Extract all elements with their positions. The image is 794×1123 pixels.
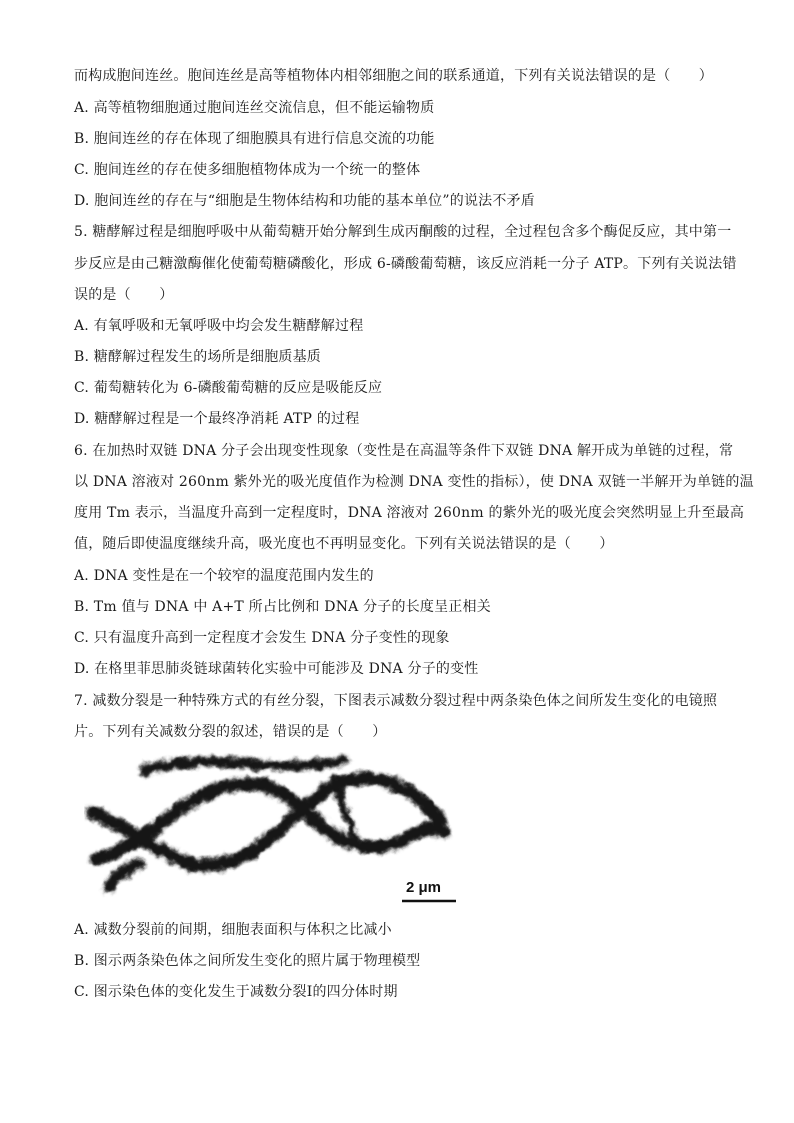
q4-option-a: A. 高等植物细胞通过胞间连丝交流信息，但不能运输物质 — [74, 100, 435, 116]
q5-stem-line-2: 步反应是由己糖激酶催化使葡萄糖磷酸化，形成 6-磷酸葡萄糖，该反应消耗一分子 ATP。下列有关说法错 — [74, 256, 737, 272]
chromosome-micrograph — [84, 752, 464, 912]
q6-stem-line-4: 值，随后即使温度继续升高，吸光度也不再明显变化。下列有关说法错误的是（ ） — [74, 536, 614, 552]
q6-stem-line-3: 度用 Tm 表示，当温度升高到一定程度时，DNA 溶液对 260nm 的紫外光的吸光度会突然明显上升至最高 — [74, 505, 745, 521]
q5-option-b: B. 糖酵解过程发生的场所是细胞质基质 — [74, 349, 321, 365]
q5-stem-line-3: 误的是（ ） — [74, 287, 174, 303]
q7-option-b: B. 图示两条染色体之间所发生变化的照片属于物理模型 — [74, 953, 421, 969]
q4-option-c: C. 胞间连丝的存在使多细胞植物体成为一个统一的整体 — [74, 162, 421, 178]
q7-stem-line-1: 7. 减数分裂是一种特殊方式的有丝分裂，下图表示减数分裂过程中两条染色体之间所发生变化的电镜照 — [74, 693, 718, 709]
q6-stem-line-2: 以 DNA 溶液对 260nm 紫外光的吸光度值作为检测 DNA 变性的指标），使 DNA 双链一半解开为单链的温 — [74, 474, 754, 490]
q5-option-c: C. 葡萄糖转化为 6-磷酸葡萄糖的反应是吸能反应 — [74, 380, 383, 396]
q4-stem-continued: 而构成胞间连丝。胞间连丝是高等植物体内相邻细胞之间的联系通道，下列有关说法错误的是（ ） — [74, 68, 713, 84]
q7-stem-line-2: 片。下列有关减数分裂的叙述，错误的是（ ） — [74, 724, 387, 740]
q7-option-c: C. 图示染色体的变化发生于减数分裂Ⅰ的四分体时期 — [74, 984, 398, 1000]
q7-option-a: A. 减数分裂前的间期，细胞表面积与体积之比减小 — [74, 922, 392, 938]
q4-option-d: D. 胞间连丝的存在与“细胞是生物体结构和功能的基本单位”的说法不矛盾 — [74, 193, 535, 209]
q6-option-d: D. 在格里菲思肺炎链球菌转化实验中可能涉及 DNA 分子的变性 — [74, 661, 479, 677]
q5-option-a: A. 有氧呼吸和无氧呼吸中均会发生糖酵解过程 — [74, 318, 364, 334]
scale-bar-label: 2 μm — [406, 879, 442, 896]
q4-option-b: B. 胞间连丝的存在体现了细胞膜具有进行信息交流的功能 — [74, 131, 435, 147]
chromatid-pair — [92, 760, 444, 887]
q6-stem-line-1: 6. 在加热时双链 DNA 分子会出现变性现象（变性是在高温等条件下双链 DNA 解开成为单链的过程，常 — [74, 443, 734, 459]
q5-stem-line-1: 5. 糖酵解过程是细胞呼吸中从葡萄糖开始分解到生成丙酮酸的过程，全过程包含多个酶促反应，其中第一 — [74, 224, 732, 240]
q6-option-b: B. Tm 值与 DNA 中 A+T 所占比例和 DNA 分子的长度呈正相关 — [74, 599, 491, 615]
q6-option-a: A. DNA 变性是在一个较窄的温度范围内发生的 — [74, 568, 374, 584]
q5-option-d: D. 糖酵解过程是一个最终净消耗 ATP 的过程 — [74, 411, 360, 427]
q6-option-c: C. 只有温度升高到一定程度才会发生 DNA 分子变性的现象 — [74, 630, 450, 646]
